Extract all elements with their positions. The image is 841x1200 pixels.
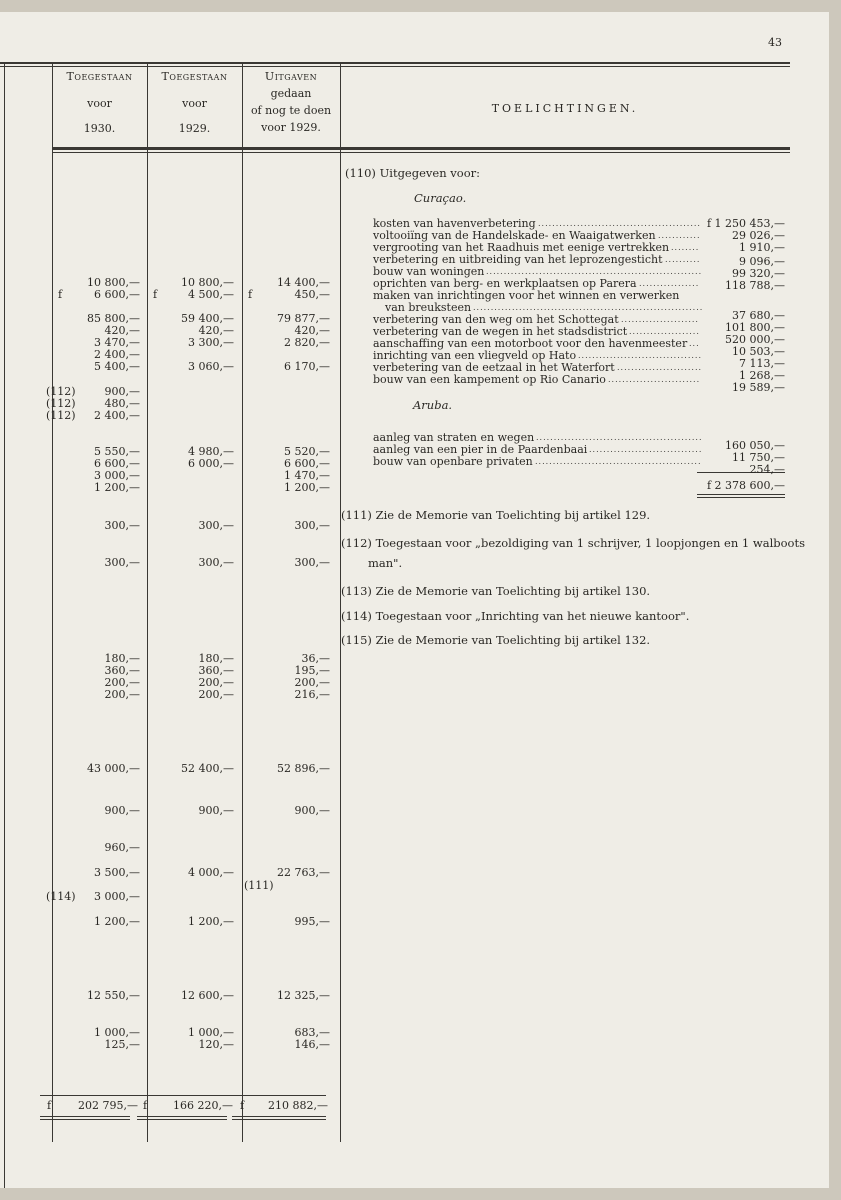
col1-value: 6 600,— — [94, 457, 140, 470]
col1-value: 300,— — [104, 556, 140, 569]
col2-value: 59 400,— — [181, 312, 234, 325]
col2-header-line3: 1929. — [178, 122, 211, 135]
col1-value: 10 800,— — [87, 276, 140, 289]
curacao-item-label: verbetering van de eetzaal in het Waterfort — [373, 361, 615, 374]
col2-value: 10 800,— — [181, 276, 234, 289]
curacao-item-label: voltooiïng van de Handelskade- en Waaigatwerken — [373, 229, 656, 242]
col3-value: 200,— — [294, 676, 330, 689]
col2-florin: f — [153, 288, 158, 301]
col2-value: 3 060,— — [188, 360, 234, 373]
col1-value: 900,— — [104, 385, 140, 398]
col1-value: 200,— — [104, 688, 140, 701]
col3-value: 683,— — [294, 1026, 330, 1039]
totals-rule-2b — [137, 1119, 227, 1120]
explanation-total-rule-b2 — [697, 497, 785, 498]
col1-ref: (112) — [46, 385, 76, 398]
curacao-item-label: kosten van havenverbetering — [373, 217, 536, 230]
col1-ref: (112) — [46, 397, 76, 410]
curacao-item-label: maken van inrichtingen voor het winnen en verwerken — [373, 289, 680, 302]
col2-value: 200,— — [198, 688, 234, 701]
curacao-item-label: bouw van een kampement op Rio Canario — [373, 373, 606, 386]
curacao-item-amount: 9 096,— — [739, 255, 785, 268]
col1-value: 5 550,— — [94, 445, 140, 458]
col1-value: 3 470,— — [94, 336, 140, 349]
col1-value: 1 200,— — [94, 915, 140, 928]
col3-value: 14 400,— — [277, 276, 330, 289]
aruba-item-amount: 254,— — [749, 463, 785, 476]
col3-value: 12 325,— — [277, 989, 330, 1002]
totals-rule-1b — [40, 1119, 130, 1120]
col1-right-line — [147, 62, 148, 1142]
curacao-item-amount: 37 680,— — [732, 309, 785, 322]
col1-value: 200,— — [104, 676, 140, 689]
col1-value: 1 000,— — [94, 1026, 140, 1039]
totals-top-rule — [40, 1095, 326, 1096]
aruba-item-label: aanleg van een pier in de Paardenbaai — [373, 443, 588, 456]
col1-value: 2 400,— — [94, 409, 140, 422]
document-page — [0, 12, 829, 1188]
col1-value: 300,— — [104, 519, 140, 532]
total-col2-florin: f — [143, 1099, 148, 1112]
col2-value: 52 400,— — [181, 762, 234, 775]
col2-value: 300,— — [198, 556, 234, 569]
col3-value: 420,— — [294, 324, 330, 337]
curacao-item-label: aanschaffing van een motorboot voor den havenmeester — [373, 337, 688, 350]
col2-header-title: Toegestaan — [161, 70, 228, 83]
total-col2: 166 220,— — [173, 1099, 233, 1112]
col2-value: 12 600,— — [181, 989, 234, 1002]
col1-value: 6 600,— — [94, 288, 140, 301]
left-margin-line — [4, 62, 5, 1188]
explanation-total-rule-b1 — [697, 494, 785, 495]
leader-dots: ...................... — [621, 315, 699, 324]
leader-dots: ................................... — [578, 351, 703, 360]
col2-right-line — [242, 62, 243, 1142]
curacao-item-label: vergrooting van het Raadhuis met eenige vertrekken — [373, 241, 670, 254]
col2-value: 180,— — [198, 652, 234, 665]
curacao-item-label: oprichten van berg- en werkplaatsen op Parera — [373, 277, 637, 290]
col1-value: 12 550,— — [87, 989, 140, 1002]
leader-dots: ........................ — [617, 363, 703, 372]
col1-header-line2: voor — [87, 97, 112, 110]
note-114: (114) Toegestaan voor „Inrichting van het nieuwe kantoor". — [341, 609, 690, 623]
col3-header-line2: gedaan — [270, 87, 312, 100]
col1-left-line — [52, 62, 53, 1142]
curacao-item-amount: 520 000,— — [725, 333, 785, 346]
curacao-item-label: van breuksteen — [385, 301, 472, 314]
aruba-item-label: bouw van openbare privaten — [373, 455, 533, 468]
curacao-item-label: verbetering van den weg om het Schottegat — [373, 313, 619, 326]
leader-dots: .......................... — [608, 375, 701, 384]
aruba-item-label: aanleg van straten en wegen — [373, 431, 535, 444]
col3-value: 1 470,— — [284, 469, 330, 482]
col3-value: 450,— — [294, 288, 330, 301]
note-115: (115) Zie de Memorie van Toelichting bij artikel 132. — [341, 633, 651, 647]
totals-rule-1 — [40, 1116, 130, 1117]
col2-value: 1 000,— — [188, 1026, 234, 1039]
col1-value: 125,— — [104, 1038, 140, 1051]
col3-value: 6 170,— — [284, 360, 330, 373]
col1-header-title: Toegestaan — [66, 70, 133, 83]
header-rule — [52, 147, 790, 150]
col1-value: 43 000,— — [87, 762, 140, 775]
col3-header — [242, 70, 340, 134]
col1-value: 420,— — [104, 324, 140, 337]
col1-value: 1 200,— — [94, 481, 140, 494]
curacao-item-amount: 7 113,— — [739, 357, 785, 370]
total-col1: 202 795,— — [78, 1099, 138, 1112]
col1-value: 5 400,— — [94, 360, 140, 373]
col1-florin: f — [58, 288, 63, 301]
curacao-item-label: inrichting van een vliegveld op Hato — [373, 349, 577, 362]
curacao-item-amount: 118 788,— — [725, 279, 785, 292]
col3-value: 195,— — [294, 664, 330, 677]
curacao-item-amount: 1 268,— — [739, 369, 785, 382]
leader-dots: ................................ — [589, 445, 703, 454]
aruba-item-amount: 11 750,— — [732, 451, 785, 464]
col3-value: 300,— — [294, 556, 330, 569]
leader-dots: ........ — [671, 243, 700, 252]
col1-ref: (112) — [46, 409, 76, 422]
col4-header-title: TOELICHTINGEN. — [491, 102, 639, 115]
leader-dots: ............................................... — [535, 457, 702, 466]
col1-value: 360,— — [104, 664, 140, 677]
col1-value: 3 000,— — [94, 890, 140, 903]
col2-value: 900,— — [198, 804, 234, 817]
col3-value: 300,— — [294, 519, 330, 532]
page-number: 43 — [768, 36, 782, 49]
totals-rule-3 — [232, 1116, 326, 1117]
curacao-item-label: bouw van woningen — [373, 265, 485, 278]
totals-rule-2 — [137, 1116, 227, 1117]
col1-header — [52, 70, 147, 135]
col2-value: 4 980,— — [188, 445, 234, 458]
col3-right-line — [340, 62, 341, 1142]
leader-dots: ............................................... — [536, 433, 703, 442]
curacao-item-amount: 1 910,— — [739, 241, 785, 254]
col2-header — [147, 70, 242, 135]
col3-value: 995,— — [294, 915, 330, 928]
leader-dots: ... — [689, 339, 700, 348]
col1-value: 3 500,— — [94, 866, 140, 879]
curacao-item-amount: f 1 250 453,— — [706, 217, 785, 230]
total-col3: 210 882,— — [268, 1099, 328, 1112]
col3-value: 900,— — [294, 804, 330, 817]
col1-header-line3: 1930. — [83, 122, 116, 135]
col2-value: 120,— — [198, 1038, 234, 1051]
col2-value: 4 000,— — [188, 866, 234, 879]
col2-value: 4 500,— — [188, 288, 234, 301]
curacao-heading: Curaçao. — [414, 191, 467, 205]
col2-value: 420,— — [198, 324, 234, 337]
note-112: (112) Toegestaan voor „bezoldiging van 1 schrijver, 1 loopjongen en 1 walboots — [341, 536, 805, 550]
curacao-item-amount: 10 503,— — [732, 345, 785, 358]
curacao-item-label: verbetering van de wegen in het stadsdistrict — [373, 325, 628, 338]
col1-value: 180,— — [104, 652, 140, 665]
col1-ref: (114) — [46, 890, 76, 903]
col1-value: 85 800,— — [87, 312, 140, 325]
aruba-item-amount: 160 050,— — [725, 439, 785, 452]
col3-value: 146,— — [294, 1038, 330, 1051]
col2-value: 300,— — [198, 519, 234, 532]
col3-value: 5 520,— — [284, 445, 330, 458]
curacao-item-amount: 29 026,— — [732, 229, 785, 242]
col3-value: 52 896,— — [277, 762, 330, 775]
header-rule-thin — [52, 152, 790, 153]
col3-header-line3: of nog te doen — [250, 104, 332, 117]
col2-value: 360,— — [198, 664, 234, 677]
explanation-intro: (110) Uitgegeven voor: — [345, 166, 480, 180]
curacao-item-label: verbetering en uitbreiding van het leprozengesticht — [373, 253, 663, 266]
total-col3-florin: f — [240, 1099, 245, 1112]
col3-value: 79 877,— — [277, 312, 330, 325]
curacao-item-amount: 19 589,— — [732, 381, 785, 394]
col1-value: 960,— — [104, 841, 140, 854]
leader-dots: ................................................................. — [473, 303, 704, 312]
col2-value: 6 000,— — [188, 457, 234, 470]
col2-value: 3 300,— — [188, 336, 234, 349]
col3-header-line4: voor 1929. — [261, 121, 321, 134]
note-113: (113) Zie de Memorie van Toelichting bij artikel 130. — [341, 584, 651, 598]
col3-header-title: Uitgaven — [264, 70, 318, 83]
col3-value: 216,— — [294, 688, 330, 701]
leader-dots: .................... — [629, 327, 700, 336]
col2-value: 200,— — [198, 676, 234, 689]
curacao-item-amount: 101 800,— — [725, 321, 785, 334]
leader-dots: ............................................................. — [486, 267, 703, 276]
col4-header — [340, 102, 790, 115]
col1-value: 2 400,— — [94, 348, 140, 361]
col1-value: 3 000,— — [94, 469, 140, 482]
col2-header-line2: voor — [182, 97, 207, 110]
col3-ref-111: (111) — [244, 879, 274, 892]
total-col1-florin: f — [47, 1099, 52, 1112]
col3-florin: f — [248, 288, 253, 301]
totals-rule-3b — [232, 1119, 326, 1120]
leader-dots: .............................................. — [538, 219, 701, 228]
col3-value: 6 600,— — [284, 457, 330, 470]
note-111: (111) Zie de Memorie van Toelichting bij artikel 129. — [341, 508, 651, 522]
col1-value: 480,— — [104, 397, 140, 410]
col2-value: 1 200,— — [188, 915, 234, 928]
col3-value: 22 763,— — [277, 866, 330, 879]
col3-value: 1 200,— — [284, 481, 330, 494]
top-rule-thin — [0, 66, 790, 67]
note-112-cont: man". — [368, 556, 403, 570]
col1-value: 900,— — [104, 804, 140, 817]
curacao-item-amount: 99 320,— — [732, 267, 785, 280]
col3-value: 36,— — [301, 652, 330, 665]
aruba-heading: Aruba. — [413, 398, 453, 412]
top-rule — [0, 62, 790, 64]
leader-dots: ................. — [639, 279, 700, 288]
explanation-total: f 2 378 600,— — [706, 479, 785, 492]
leader-dots: .......... — [665, 255, 701, 264]
leader-dots: ............ — [658, 231, 701, 240]
col3-value: 2 820,— — [284, 336, 330, 349]
